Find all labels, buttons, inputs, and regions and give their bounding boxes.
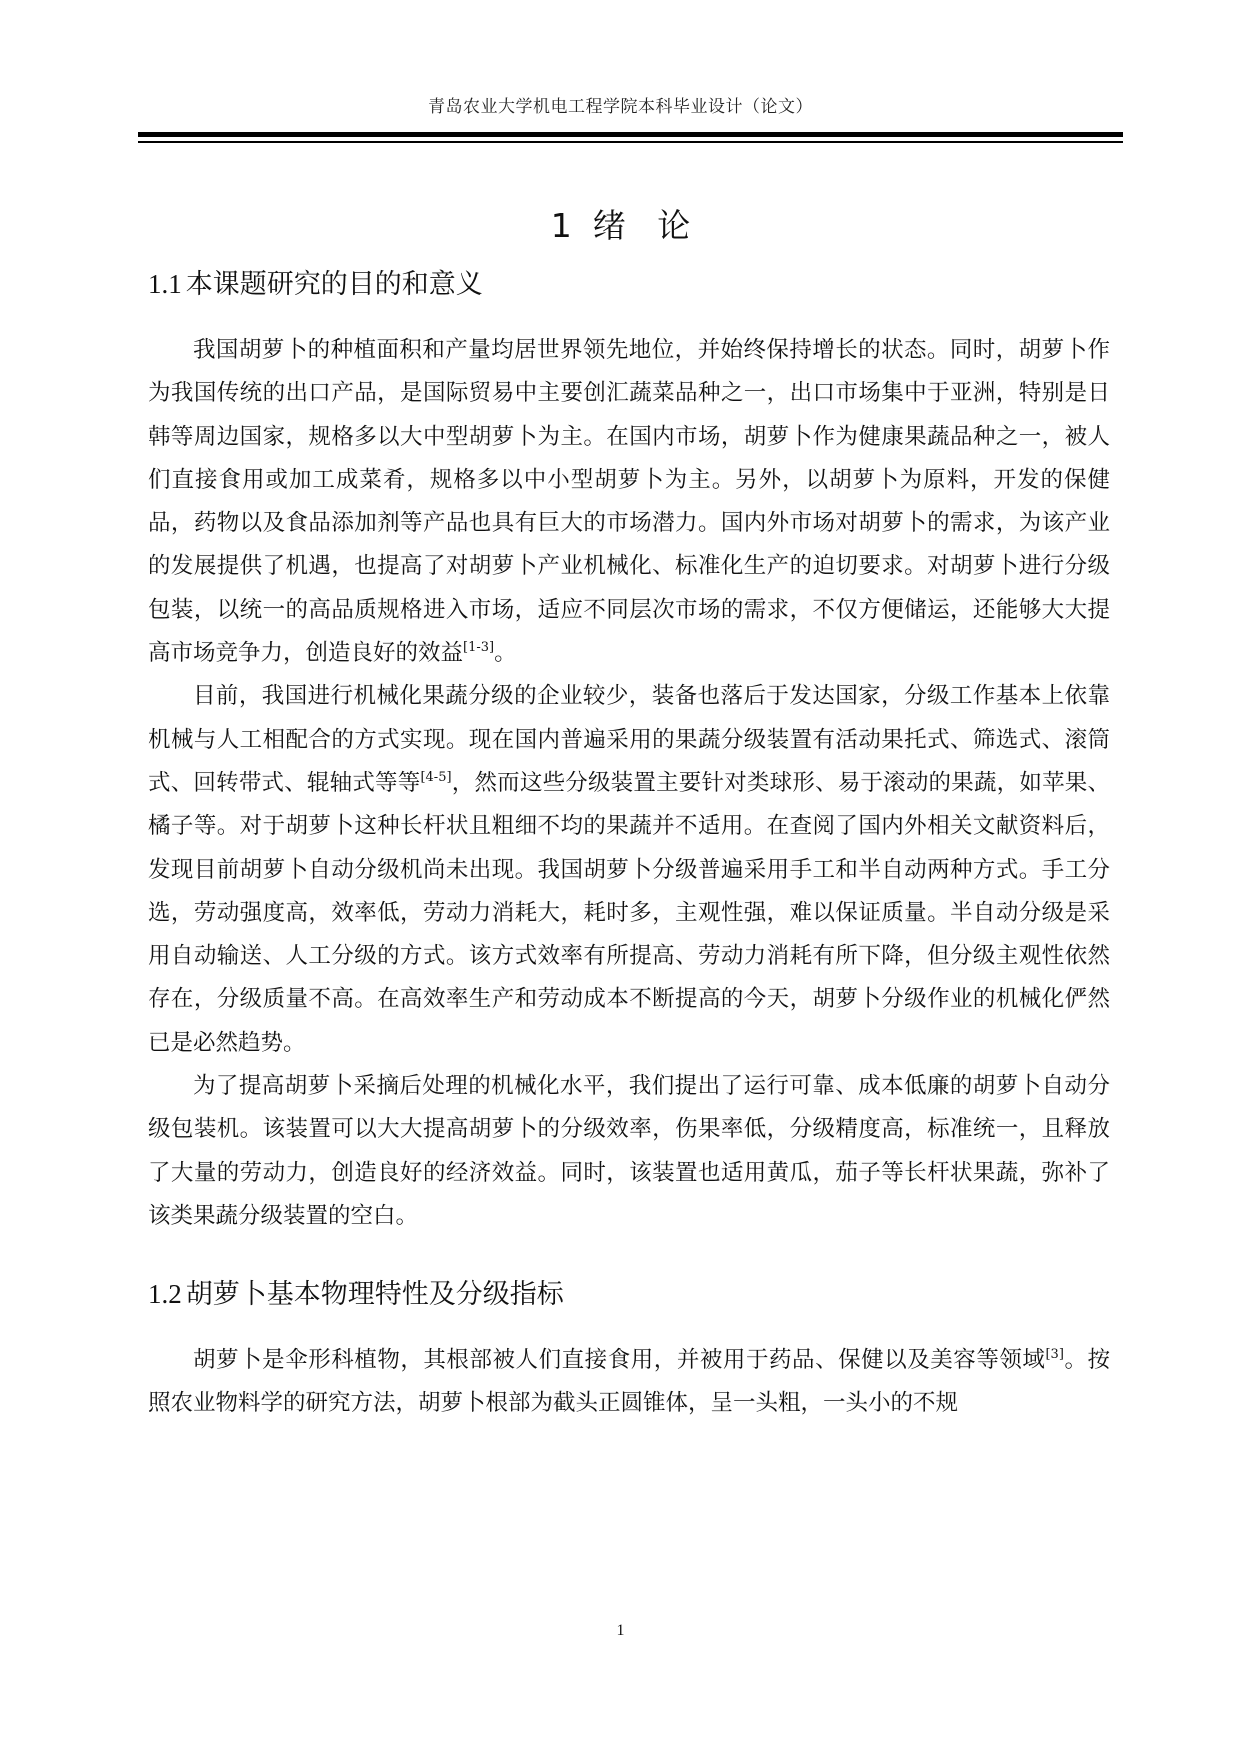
paragraph: 胡萝卜是伞形科植物，其根部被人们直接食用，并被用于药品、保健以及美容等领域[3]。按照农业物料学的研究方法，胡萝卜根部为截头正圆锥体，呈一头粗，一头小的不规 (148, 1347, 1110, 1417)
section-title: 胡萝卜基本物理特性及分级指标 (185, 1279, 564, 1310)
citation: [4-5] (420, 769, 452, 785)
paragraph: 我国胡萝卜的种植面积和产量均居世界领先地位，并始终保持增长的状态。同时，胡萝卜作为我国传统的出口产品，是国际贸易中主要创汇蔬菜品种之一，出口市场集中于亚洲，特别是日韩等周边国家，规格多以大中型胡萝卜为主。在国内市场，胡萝卜作为健康果蔬品种之一，被人们直接食用或加工成菜肴，规格多以中小型胡萝卜为主。另外，以胡萝卜为原料，开发的保健品，药物以及食品添加剂等产品也具有巨大的市场潜力。国内外市场对胡萝卜的需求，为该产业的发展提供了机遇，也提高了对胡萝卜产业机械化、标准化生产的迫切要求。对胡萝卜进行分级包装，以统一的高品质规格进入市场，适应不同层次市场的需求，不仅方便储运，还能够大大提高市场竞争力，创造良好的效益[1-3]。 (148, 337, 1110, 667)
page-number: 1 (616, 1622, 625, 1639)
section-1-1-body (148, 329, 1110, 1238)
paragraph: 为了提高胡萝卜采摘后处理的机械化水平，我们提出了运行可靠、成本低廉的胡萝卜自动分级包装机。该装置可以大大提高胡萝卜的分级效率，伤果率低，分级精度高，标准统一，且释放了大量的劳动力，创造良好的经济效益。同时，该装置也适用黄瓜，茄子等长杆状果蔬，弥补了该类果蔬分级装置的空白。 (148, 1073, 1110, 1229)
section-number: 1.2 (148, 1279, 182, 1309)
running-header: 青岛农业大学机电工程学院本科毕业设计（论文） (428, 97, 813, 117)
chapter-title: 1 绪 论 (550, 206, 691, 245)
section-1-2-body (148, 1339, 1110, 1426)
paragraph: 目前，我国进行机械化果蔬分级的企业较少，装备也落后于发达国家，分级工作基本上依靠机械与人工相配合的方式实现。现在国内普遍采用的果蔬分级装置有活动果托式、筛选式、滚筒式、回转带式、辊轴式等等[4-5]，然而这些分级装置主要针对类球形、易于滚动的果蔬，如苹果、橘子等。对于胡萝卜这种长杆状且粗细不均的果蔬并不适用。在查阅了国内外相关文献资料后，发现目前胡萝卜自动分级机尚未出现。我国胡萝卜分级普遍采用手工和半自动两种方式。手工分选，劳动强度高，效率低，劳动力消耗大，耗时多，主观性强，难以保证质量。半自动分级是采用自动输送、人工分级的方式。该方式效率有所提高、劳动力消耗有所下降，但分级主观性依然存在，分级质量不高。在高效率生产和劳动成本不断提高的今天，胡萝卜分级作业的机械化俨然已是必然趋势。 (148, 683, 1110, 1056)
header-rule-thick (138, 132, 1123, 137)
header-rule-thin (138, 141, 1123, 143)
citation: [3] (1045, 1347, 1064, 1362)
section-heading-1-1 (148, 262, 483, 301)
citation: [1-3] (463, 640, 495, 656)
section-heading-1-2 (148, 1272, 564, 1311)
section-title: 本课题研究的目的和意义 (185, 269, 483, 300)
section-number: 1.1 (148, 269, 182, 299)
